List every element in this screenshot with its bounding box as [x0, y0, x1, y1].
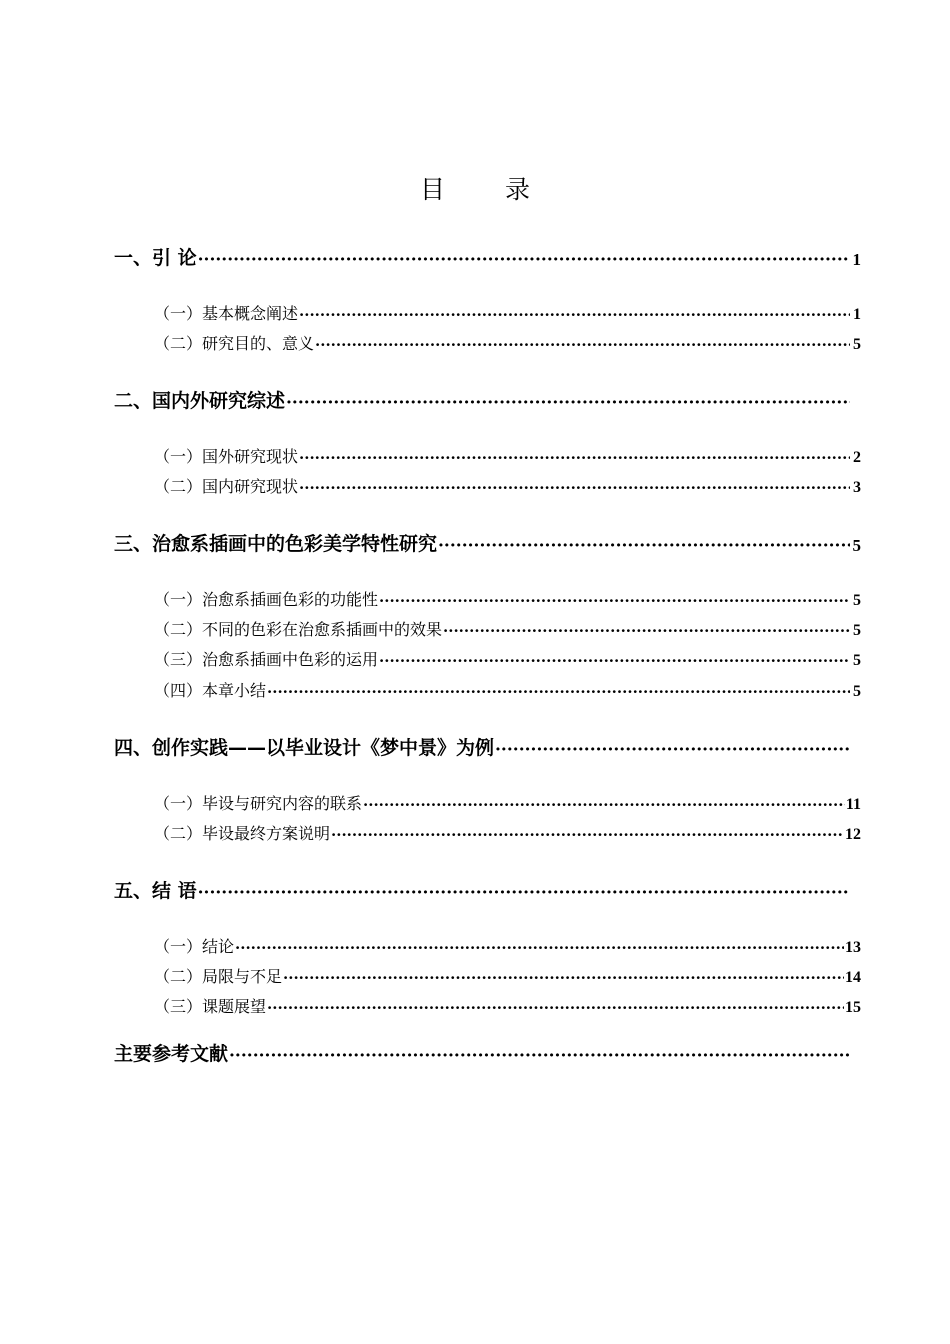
toc-entry-page: 5: [852, 536, 861, 555]
toc-entry-label: （一）基本概念阐述: [154, 304, 299, 323]
toc-entry-page: 13: [845, 939, 861, 956]
toc-entry-label: （二）研究目的、意义: [154, 334, 315, 353]
toc-entry-chapter[interactable]: [114, 734, 861, 760]
leader-dots: [198, 251, 850, 270]
leader-dots: [299, 451, 850, 467]
leader-dots: [315, 338, 850, 354]
leader-dots: [229, 1047, 850, 1066]
toc-entry-chapter[interactable]: [114, 877, 861, 903]
page-title: 目 录: [420, 175, 556, 204]
toc-entry-page: 5: [853, 652, 861, 669]
toc-entry-page: 1: [852, 250, 861, 269]
toc-entry-label: （四）本章小结: [154, 681, 267, 700]
leader-dots: [331, 828, 844, 844]
toc-entry-label: 三、治愈系插画中的色彩美学特性研究: [114, 533, 438, 555]
toc-entry-label: （三）治愈系插画中色彩的运用: [154, 650, 379, 669]
leader-dots: [283, 971, 844, 987]
toc-entry-label: （一）结论: [154, 937, 235, 956]
toc-entry-page: 2: [853, 449, 861, 466]
toc-entry-chapter[interactable]: [114, 244, 861, 270]
toc-entry-label: 主要参考文献: [114, 1043, 229, 1065]
toc-entry-page: 11: [845, 796, 861, 813]
leader-dots: [267, 1001, 844, 1017]
toc-entry-label: （一）治愈系插画色彩的功能性: [154, 590, 379, 609]
toc-entry-label: （三）课题展望: [154, 997, 267, 1016]
toc-entry-section[interactable]: [114, 618, 861, 640]
toc-entry-page: 1: [853, 306, 861, 323]
toc-entry-section[interactable]: [114, 588, 861, 610]
leader-dots: [443, 624, 850, 640]
leader-dots: [299, 481, 850, 497]
toc-entry-chapter[interactable]: [114, 530, 861, 556]
toc-entry-section[interactable]: [114, 648, 861, 670]
leader-dots: [198, 884, 850, 903]
toc-entry-page: 5: [853, 592, 861, 609]
toc-entry-section[interactable]: [114, 822, 861, 844]
toc-entry-section[interactable]: [114, 792, 861, 814]
toc-entry-page: 5: [853, 683, 861, 700]
toc-entry-label: （二）不同的色彩在治愈系插画中的效果: [154, 620, 443, 639]
toc-entry-page: 5: [853, 336, 861, 353]
leader-dots: [235, 941, 844, 957]
toc-entry-page: 12: [845, 826, 861, 843]
toc-entry-label: （一）国外研究现状: [154, 447, 299, 466]
leader-dots: [363, 798, 845, 814]
toc-entry-section[interactable]: [114, 475, 861, 497]
toc-entry-label: 一、引 论: [114, 247, 197, 269]
toc-entry-section[interactable]: [114, 332, 861, 354]
toc-entry-chapter[interactable]: [114, 387, 861, 413]
toc-entry-section[interactable]: [114, 935, 861, 957]
toc-entry-chapter[interactable]: [114, 1040, 861, 1066]
toc-entry-label: 二、国内外研究综述: [114, 390, 286, 412]
toc-entry-section[interactable]: [114, 302, 861, 324]
toc-entry-label: （二）国内研究现状: [154, 477, 299, 496]
toc-entry-section[interactable]: [114, 965, 861, 987]
leader-dots: [299, 308, 850, 324]
toc-entry-label: 五、结 语: [114, 880, 197, 902]
toc-entry-label: （二）局限与不足: [154, 967, 283, 986]
leader-dots: [379, 654, 850, 670]
leader-dots: [267, 685, 850, 701]
leader-dots: [286, 394, 850, 413]
toc-entry-label: （一）毕设与研究内容的联系: [154, 794, 363, 813]
toc-entry-section[interactable]: [114, 679, 861, 701]
leader-dots: [438, 537, 850, 556]
toc-entry-section[interactable]: [114, 995, 861, 1017]
toc-entry-page: 14: [845, 969, 861, 986]
leader-dots: [495, 741, 850, 760]
toc-entry-page: 3: [853, 479, 861, 496]
toc-entry-page: 15: [845, 999, 861, 1016]
leader-dots: [379, 594, 850, 610]
toc-entry-section[interactable]: [114, 445, 861, 467]
toc-entry-label: （二）毕设最终方案说明: [154, 824, 331, 843]
toc-entry-page: 5: [853, 622, 861, 639]
toc-entry-label: 四、创作实践——以毕业设计《梦中景》为例: [114, 737, 495, 759]
